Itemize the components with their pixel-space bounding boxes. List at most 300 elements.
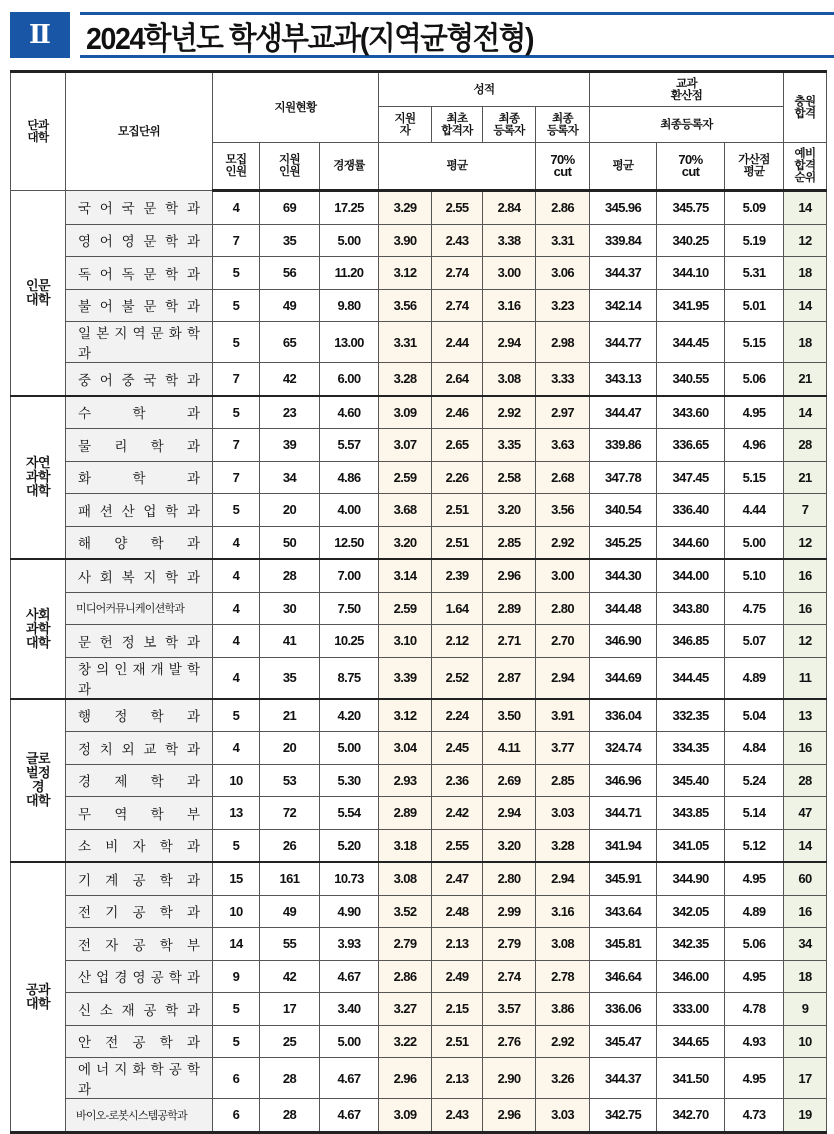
applicant-count: 65 — [260, 322, 320, 363]
bonus-avg: 5.12 — [725, 829, 784, 862]
department-name: 바이오-로봇시스템공학과 — [66, 1099, 213, 1133]
grade-applicant-avg: 3.39 — [379, 657, 432, 699]
grade-first-admit-avg: 2.12 — [432, 625, 483, 658]
waitlist-rank: 14 — [784, 191, 827, 225]
score-final-avg: 345.47 — [590, 1025, 657, 1058]
college-name: 글로 벌정 경 대학 — [11, 699, 66, 863]
department-name: 독 어 독 문 학 과 — [66, 257, 213, 290]
table-row — [11, 895, 827, 928]
grade-final-70cut: 3.06 — [536, 257, 590, 290]
grade-final-70cut: 2.92 — [536, 1025, 590, 1058]
score-final-70cut: 345.75 — [657, 191, 725, 225]
department-name: 중 어 중 국 학 과 — [66, 363, 213, 396]
bonus-avg: 4.44 — [725, 494, 784, 527]
table-row — [11, 191, 827, 225]
table-row — [11, 1058, 827, 1099]
grade-first-admit-avg: 2.43 — [432, 224, 483, 257]
recruit-count: 9 — [213, 960, 260, 993]
department-name: 문 헌 정 보 학 과 — [66, 625, 213, 658]
table-row — [11, 224, 827, 257]
score-final-avg: 346.96 — [590, 764, 657, 797]
grade-final-70cut: 3.03 — [536, 797, 590, 830]
department-name: 불 어 불 문 학 과 — [66, 289, 213, 322]
applicant-count: 50 — [260, 526, 320, 559]
bonus-avg: 4.95 — [725, 960, 784, 993]
table-row — [11, 699, 827, 732]
grade-applicant-avg: 2.93 — [379, 764, 432, 797]
applicant-count: 39 — [260, 429, 320, 462]
title-bar — [80, 12, 834, 58]
recruit-count: 7 — [213, 224, 260, 257]
waitlist-rank: 28 — [784, 429, 827, 462]
competition-ratio: 17.25 — [320, 191, 379, 225]
grade-first-admit-avg: 2.42 — [432, 797, 483, 830]
header-grade-final: 최종 등록자 — [483, 107, 536, 143]
grade-final-avg: 2.90 — [483, 1058, 536, 1099]
applicant-count: 49 — [260, 289, 320, 322]
score-final-70cut: 346.85 — [657, 625, 725, 658]
grade-first-admit-avg: 2.15 — [432, 993, 483, 1026]
competition-ratio: 4.86 — [320, 461, 379, 494]
competition-ratio: 10.25 — [320, 625, 379, 658]
score-final-avg: 324.74 — [590, 732, 657, 765]
department-name: 산 업 경 영 공 학 과 — [66, 960, 213, 993]
grade-final-70cut: 3.16 — [536, 895, 590, 928]
waitlist-rank: 11 — [784, 657, 827, 699]
score-final-70cut: 344.65 — [657, 1025, 725, 1058]
grade-applicant-avg: 2.89 — [379, 797, 432, 830]
recruit-count: 4 — [213, 625, 260, 658]
grade-final-avg: 2.94 — [483, 797, 536, 830]
competition-ratio: 5.30 — [320, 764, 379, 797]
score-final-70cut: 345.40 — [657, 764, 725, 797]
competition-ratio: 7.50 — [320, 592, 379, 625]
score-final-avg: 344.37 — [590, 257, 657, 290]
grade-applicant-avg: 3.12 — [379, 257, 432, 290]
waitlist-rank: 10 — [784, 1025, 827, 1058]
grade-final-70cut: 3.26 — [536, 1058, 590, 1099]
applicant-count: 53 — [260, 764, 320, 797]
score-final-70cut: 344.90 — [657, 862, 725, 895]
score-final-70cut: 333.00 — [657, 993, 725, 1026]
score-final-70cut: 344.00 — [657, 559, 725, 592]
recruit-count: 5 — [213, 289, 260, 322]
college-name: 공과 대학 — [11, 862, 66, 1132]
score-final-avg: 336.06 — [590, 993, 657, 1026]
grade-final-70cut: 3.77 — [536, 732, 590, 765]
grade-final-avg: 2.71 — [483, 625, 536, 658]
table-row — [11, 928, 827, 961]
grade-applicant-avg: 2.86 — [379, 960, 432, 993]
department-name: 사 회 복 지 학 과 — [66, 559, 213, 592]
applicant-count: 30 — [260, 592, 320, 625]
recruit-count: 5 — [213, 993, 260, 1026]
score-final-avg: 346.90 — [590, 625, 657, 658]
department-name: 전 자 공 학 부 — [66, 928, 213, 961]
department-name: 화 학 과 — [66, 461, 213, 494]
applicant-count: 25 — [260, 1025, 320, 1058]
table-row — [11, 732, 827, 765]
bonus-avg: 5.07 — [725, 625, 784, 658]
grade-final-avg: 2.85 — [483, 526, 536, 559]
waitlist-rank: 21 — [784, 461, 827, 494]
grade-first-admit-avg: 2.26 — [432, 461, 483, 494]
score-final-avg: 343.64 — [590, 895, 657, 928]
grade-first-admit-avg: 2.47 — [432, 862, 483, 895]
score-final-avg: 344.47 — [590, 396, 657, 429]
recruit-count: 5 — [213, 494, 260, 527]
score-final-70cut: 344.45 — [657, 322, 725, 363]
score-final-avg: 336.04 — [590, 699, 657, 732]
score-final-avg: 347.78 — [590, 461, 657, 494]
table-row — [11, 396, 827, 429]
applicant-count: 69 — [260, 191, 320, 225]
bonus-avg: 4.95 — [725, 862, 784, 895]
grade-final-70cut: 2.68 — [536, 461, 590, 494]
department-name: 국 어 국 문 학 과 — [66, 191, 213, 225]
grade-final-70cut: 3.91 — [536, 699, 590, 732]
competition-ratio: 4.67 — [320, 960, 379, 993]
grade-final-70cut: 3.33 — [536, 363, 590, 396]
score-final-70cut: 344.45 — [657, 657, 725, 699]
bonus-avg: 5.15 — [725, 461, 784, 494]
grade-first-admit-avg: 2.46 — [432, 396, 483, 429]
bonus-avg: 4.78 — [725, 993, 784, 1026]
waitlist-rank: 14 — [784, 289, 827, 322]
score-final-avg: 344.37 — [590, 1058, 657, 1099]
bonus-avg: 4.89 — [725, 657, 784, 699]
department-name: 정 치 외 교 학 과 — [66, 732, 213, 765]
table-row — [11, 526, 827, 559]
header-college: 단과 대학 — [11, 72, 66, 191]
bonus-avg: 4.75 — [725, 592, 784, 625]
score-final-70cut: 332.35 — [657, 699, 725, 732]
header-grade-final-cut: 최종 등록자 — [536, 107, 590, 143]
applicant-count: 56 — [260, 257, 320, 290]
recruit-count: 15 — [213, 862, 260, 895]
recruit-count: 4 — [213, 526, 260, 559]
bonus-avg: 4.89 — [725, 895, 784, 928]
grade-final-70cut: 3.31 — [536, 224, 590, 257]
grade-first-admit-avg: 2.13 — [432, 928, 483, 961]
competition-ratio: 10.73 — [320, 862, 379, 895]
waitlist-rank: 34 — [784, 928, 827, 961]
header-applicants: 지원현황 — [213, 72, 379, 143]
header-ratio: 경쟁률 — [320, 143, 379, 191]
grade-final-70cut: 2.97 — [536, 396, 590, 429]
applicant-count: 41 — [260, 625, 320, 658]
recruit-count: 10 — [213, 764, 260, 797]
table-row — [11, 1025, 827, 1058]
recruit-count: 4 — [213, 592, 260, 625]
bonus-avg: 4.96 — [725, 429, 784, 462]
competition-ratio: 7.00 — [320, 559, 379, 592]
grade-final-70cut: 3.23 — [536, 289, 590, 322]
table-row — [11, 993, 827, 1026]
bonus-avg: 4.95 — [725, 396, 784, 429]
score-final-70cut: 343.85 — [657, 797, 725, 830]
grade-first-admit-avg: 2.51 — [432, 1025, 483, 1058]
department-name: 기 계 공 학 과 — [66, 862, 213, 895]
admission-results-table — [10, 70, 827, 1134]
recruit-count: 6 — [213, 1099, 260, 1133]
recruit-count: 5 — [213, 322, 260, 363]
department-name: 에 너 지 화 학 공 학 과 — [66, 1058, 213, 1099]
grade-final-70cut: 2.98 — [536, 322, 590, 363]
grade-final-avg: 2.80 — [483, 862, 536, 895]
waitlist-rank: 7 — [784, 494, 827, 527]
grade-final-70cut: 3.00 — [536, 559, 590, 592]
department-name: 소 비 자 학 과 — [66, 829, 213, 862]
applicant-count: 20 — [260, 732, 320, 765]
bonus-avg: 4.93 — [725, 1025, 784, 1058]
recruit-count: 7 — [213, 461, 260, 494]
table-row — [11, 257, 827, 290]
competition-ratio: 5.54 — [320, 797, 379, 830]
department-name: 창 의 인 재 개 발 학 과 — [66, 657, 213, 699]
grade-final-avg: 2.74 — [483, 960, 536, 993]
table-row — [11, 1099, 827, 1133]
table-row — [11, 494, 827, 527]
score-final-70cut: 336.40 — [657, 494, 725, 527]
grade-first-admit-avg: 2.43 — [432, 1099, 483, 1133]
college-name: 사회 과학 대학 — [11, 559, 66, 699]
table-row — [11, 289, 827, 322]
score-final-avg: 341.94 — [590, 829, 657, 862]
grade-applicant-avg: 3.90 — [379, 224, 432, 257]
bonus-avg: 5.04 — [725, 699, 784, 732]
score-final-avg: 340.54 — [590, 494, 657, 527]
header-grade-applicant: 지원 자 — [379, 107, 432, 143]
grade-first-admit-avg: 2.48 — [432, 895, 483, 928]
grade-final-70cut: 3.28 — [536, 829, 590, 862]
grade-final-avg: 2.79 — [483, 928, 536, 961]
waitlist-rank: 28 — [784, 764, 827, 797]
competition-ratio: 5.00 — [320, 224, 379, 257]
grade-applicant-avg: 2.96 — [379, 1058, 432, 1099]
grade-final-avg: 2.92 — [483, 396, 536, 429]
grade-applicant-avg: 3.04 — [379, 732, 432, 765]
score-final-avg: 345.25 — [590, 526, 657, 559]
grade-applicant-avg: 2.59 — [379, 461, 432, 494]
header-grades: 성적 — [379, 72, 590, 107]
waitlist-rank: 18 — [784, 257, 827, 290]
grade-final-avg: 2.69 — [483, 764, 536, 797]
department-name: 안 전 공 학 과 — [66, 1025, 213, 1058]
table-row — [11, 363, 827, 396]
score-final-70cut: 341.95 — [657, 289, 725, 322]
applicant-count: 72 — [260, 797, 320, 830]
waitlist-rank: 14 — [784, 396, 827, 429]
bonus-avg: 5.10 — [725, 559, 784, 592]
bonus-avg: 5.01 — [725, 289, 784, 322]
grade-applicant-avg: 3.18 — [379, 829, 432, 862]
applicant-count: 42 — [260, 363, 320, 396]
grade-final-70cut: 2.94 — [536, 862, 590, 895]
competition-ratio: 3.40 — [320, 993, 379, 1026]
table-row — [11, 960, 827, 993]
department-name: 무 역 학 부 — [66, 797, 213, 830]
applicant-count: 23 — [260, 396, 320, 429]
grade-final-avg: 2.96 — [483, 1099, 536, 1133]
grade-first-admit-avg: 2.55 — [432, 829, 483, 862]
recruit-count: 14 — [213, 928, 260, 961]
bonus-avg: 4.84 — [725, 732, 784, 765]
table-row — [11, 657, 827, 699]
competition-ratio: 5.00 — [320, 732, 379, 765]
grade-final-avg: 2.84 — [483, 191, 536, 225]
competition-ratio: 4.00 — [320, 494, 379, 527]
table-row — [11, 429, 827, 462]
score-final-avg: 343.13 — [590, 363, 657, 396]
grade-applicant-avg: 2.59 — [379, 592, 432, 625]
competition-ratio: 8.75 — [320, 657, 379, 699]
header-score-final: 최종등록자 — [590, 107, 784, 143]
grade-final-avg: 3.57 — [483, 993, 536, 1026]
score-final-70cut: 342.70 — [657, 1099, 725, 1133]
score-final-avg: 344.77 — [590, 322, 657, 363]
grade-final-70cut: 3.86 — [536, 993, 590, 1026]
recruit-count: 4 — [213, 657, 260, 699]
grade-applicant-avg: 3.31 — [379, 322, 432, 363]
header-waitlist-rank: 예비 합격 순위 — [784, 143, 827, 191]
department-name: 신 소 재 공 학 과 — [66, 993, 213, 1026]
score-final-70cut: 343.60 — [657, 396, 725, 429]
competition-ratio: 12.50 — [320, 526, 379, 559]
table-row — [11, 592, 827, 625]
waitlist-rank: 9 — [784, 993, 827, 1026]
competition-ratio: 4.67 — [320, 1099, 379, 1133]
grade-final-70cut: 3.56 — [536, 494, 590, 527]
header-converted-score: 교과 환산점 — [590, 72, 784, 107]
waitlist-rank: 21 — [784, 363, 827, 396]
recruit-count: 4 — [213, 559, 260, 592]
applicant-count: 21 — [260, 699, 320, 732]
grade-first-admit-avg: 2.65 — [432, 429, 483, 462]
score-final-70cut: 340.25 — [657, 224, 725, 257]
recruit-count: 5 — [213, 257, 260, 290]
applicant-count: 35 — [260, 224, 320, 257]
waitlist-rank: 60 — [784, 862, 827, 895]
department-name: 수 학 과 — [66, 396, 213, 429]
applicant-count: 26 — [260, 829, 320, 862]
score-final-avg: 344.48 — [590, 592, 657, 625]
grade-applicant-avg: 3.14 — [379, 559, 432, 592]
grade-applicant-avg: 3.22 — [379, 1025, 432, 1058]
department-name: 물 리 학 과 — [66, 429, 213, 462]
competition-ratio: 11.20 — [320, 257, 379, 290]
waitlist-rank: 18 — [784, 322, 827, 363]
competition-ratio: 5.57 — [320, 429, 379, 462]
bonus-avg: 5.19 — [725, 224, 784, 257]
applicant-count: 35 — [260, 657, 320, 699]
grade-final-70cut: 3.03 — [536, 1099, 590, 1133]
waitlist-rank: 16 — [784, 559, 827, 592]
table-row — [11, 625, 827, 658]
grade-final-avg: 2.58 — [483, 461, 536, 494]
waitlist-rank: 16 — [784, 895, 827, 928]
grade-final-avg: 2.94 — [483, 322, 536, 363]
grade-applicant-avg: 3.09 — [379, 1099, 432, 1133]
bonus-avg: 5.24 — [725, 764, 784, 797]
table-row — [11, 461, 827, 494]
score-final-avg: 339.86 — [590, 429, 657, 462]
applicant-count: 28 — [260, 1099, 320, 1133]
competition-ratio: 4.67 — [320, 1058, 379, 1099]
applicant-count: 49 — [260, 895, 320, 928]
grade-final-avg: 2.99 — [483, 895, 536, 928]
grade-final-70cut: 2.92 — [536, 526, 590, 559]
score-final-avg: 342.75 — [590, 1099, 657, 1133]
grade-final-avg: 3.20 — [483, 494, 536, 527]
grade-final-avg: 4.11 — [483, 732, 536, 765]
grade-applicant-avg: 3.68 — [379, 494, 432, 527]
waitlist-rank: 14 — [784, 829, 827, 862]
header-grade-cut: 70% cut — [536, 143, 590, 191]
competition-ratio: 4.60 — [320, 396, 379, 429]
competition-ratio: 6.00 — [320, 363, 379, 396]
table-row — [11, 862, 827, 895]
grade-final-70cut: 2.85 — [536, 764, 590, 797]
recruit-count: 5 — [213, 829, 260, 862]
grade-final-70cut: 2.80 — [536, 592, 590, 625]
competition-ratio: 4.20 — [320, 699, 379, 732]
header-recruit: 모집 인원 — [213, 143, 260, 191]
grade-final-avg: 2.87 — [483, 657, 536, 699]
applicant-count: 55 — [260, 928, 320, 961]
table-row — [11, 829, 827, 862]
competition-ratio: 4.90 — [320, 895, 379, 928]
header-grade-first: 최초 합격자 — [432, 107, 483, 143]
score-final-70cut: 341.05 — [657, 829, 725, 862]
score-final-avg: 342.14 — [590, 289, 657, 322]
recruit-count: 4 — [213, 732, 260, 765]
applicant-count: 20 — [260, 494, 320, 527]
bonus-avg: 5.06 — [725, 928, 784, 961]
applicant-count: 34 — [260, 461, 320, 494]
grade-final-avg: 3.50 — [483, 699, 536, 732]
grade-first-admit-avg: 2.13 — [432, 1058, 483, 1099]
waitlist-rank: 12 — [784, 224, 827, 257]
applicant-count: 28 — [260, 559, 320, 592]
grade-first-admit-avg: 1.64 — [432, 592, 483, 625]
waitlist-rank: 18 — [784, 960, 827, 993]
score-final-70cut: 334.35 — [657, 732, 725, 765]
table-row — [11, 322, 827, 363]
competition-ratio: 3.93 — [320, 928, 379, 961]
score-final-70cut: 344.10 — [657, 257, 725, 290]
department-name: 미디어커뮤니케이션학과 — [66, 592, 213, 625]
applicant-count: 42 — [260, 960, 320, 993]
applicant-count: 161 — [260, 862, 320, 895]
grade-final-70cut: 3.08 — [536, 928, 590, 961]
score-final-70cut: 347.45 — [657, 461, 725, 494]
bonus-avg: 5.31 — [725, 257, 784, 290]
department-name: 일 본 지 역 문 화 학 과 — [66, 322, 213, 363]
grade-first-admit-avg: 2.74 — [432, 257, 483, 290]
grade-final-avg: 3.38 — [483, 224, 536, 257]
waitlist-rank: 16 — [784, 732, 827, 765]
grade-final-avg: 3.00 — [483, 257, 536, 290]
score-final-70cut: 342.05 — [657, 895, 725, 928]
bonus-avg: 5.15 — [725, 322, 784, 363]
grade-first-admit-avg: 2.39 — [432, 559, 483, 592]
college-name: 인문 대학 — [11, 191, 66, 396]
grade-first-admit-avg: 2.44 — [432, 322, 483, 363]
header-score-average: 평균 — [590, 143, 657, 191]
grade-final-70cut: 3.63 — [536, 429, 590, 462]
table-row — [11, 559, 827, 592]
